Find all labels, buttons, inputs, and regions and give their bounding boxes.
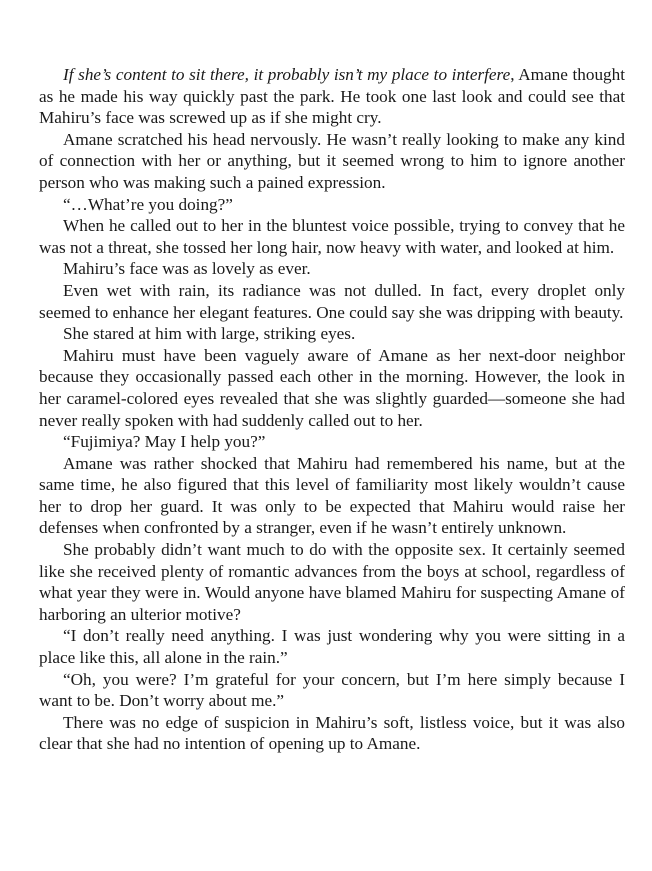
paragraph-7: She stared at him with large, striking eyes. <box>63 324 356 344</box>
paragraph-12: “I don’t really need anything. I was just wondering why you were sitting in a place like this, all alone in the rain.” <box>39 626 625 668</box>
paragraph-11: She probably didn’t want much to do with the opposite sex. It certainly seemed like she received plenty of romantic advances from the boys at school, regardless of what year they were in. Would anyone have blamed Mahiru for suspecting Amane of harboring an ulterior motive? <box>39 540 625 624</box>
paragraph-6: Even wet with rain, its radiance was not dulled. In fact, every droplet only seemed to enhance her elegant features. One could say she was dripping with beauty. <box>39 280 625 322</box>
paragraph-10: Amane was rather shocked that Mahiru had remembered his name, but at the same time, he also figured that this level of familiarity most likely wouldn’t cause her to drop her guard. It was only to be expected that Mahiru would raise her defenses when confronted by a stranger, even if he wasn’t entirely unknown. <box>39 453 625 538</box>
paragraph-1-text: , Amane thought as he made his way quickly past the park. He took one last look and could see that Mahiru’s face was screwed up as if she might cry. <box>39 65 626 128</box>
paragraph-4: When he called out to her in the bluntest voice possible, trying to convey that he was not a threat, she tossed her long hair, now heavy with water, and looked at him. <box>39 216 625 257</box>
inner-thought: If she’s content to sit there, it probably isn’t my place to interfere <box>63 65 511 84</box>
paragraph-1 <box>39 64 625 129</box>
paragraph-9: “Fujimiya? May I help you?” <box>63 432 266 452</box>
paragraph-3: “…What’re you doing?” <box>63 194 233 214</box>
paragraph-14: There was no edge of suspicion in Mahiru’s soft, listless voice, but it was also clear that she had no intention of opening up to Amane. <box>39 712 625 754</box>
paragraph-2: Amane scratched his head nervously. He wasn’t really looking to make any kind of connection with her or anything, but it seemed wrong to him to ignore another person who was making such a pained expression. <box>39 129 625 192</box>
paragraph-8: Mahiru must have been vaguely aware of Amane as her next-door neighbor because they occasionally passed each other in the morning. However, the look in her caramel-colored eyes revealed that she was slightly guarded—someone she had never really spoken with had suddenly called out to her. <box>39 345 625 430</box>
book-page <box>39 64 625 755</box>
paragraph-13: “Oh, you were? I’m grateful for your concern, but I’m here simply because I want to be. Don’t worry about me.” <box>39 669 625 711</box>
paragraph-5: Mahiru’s face was as lovely as ever. <box>63 259 311 279</box>
